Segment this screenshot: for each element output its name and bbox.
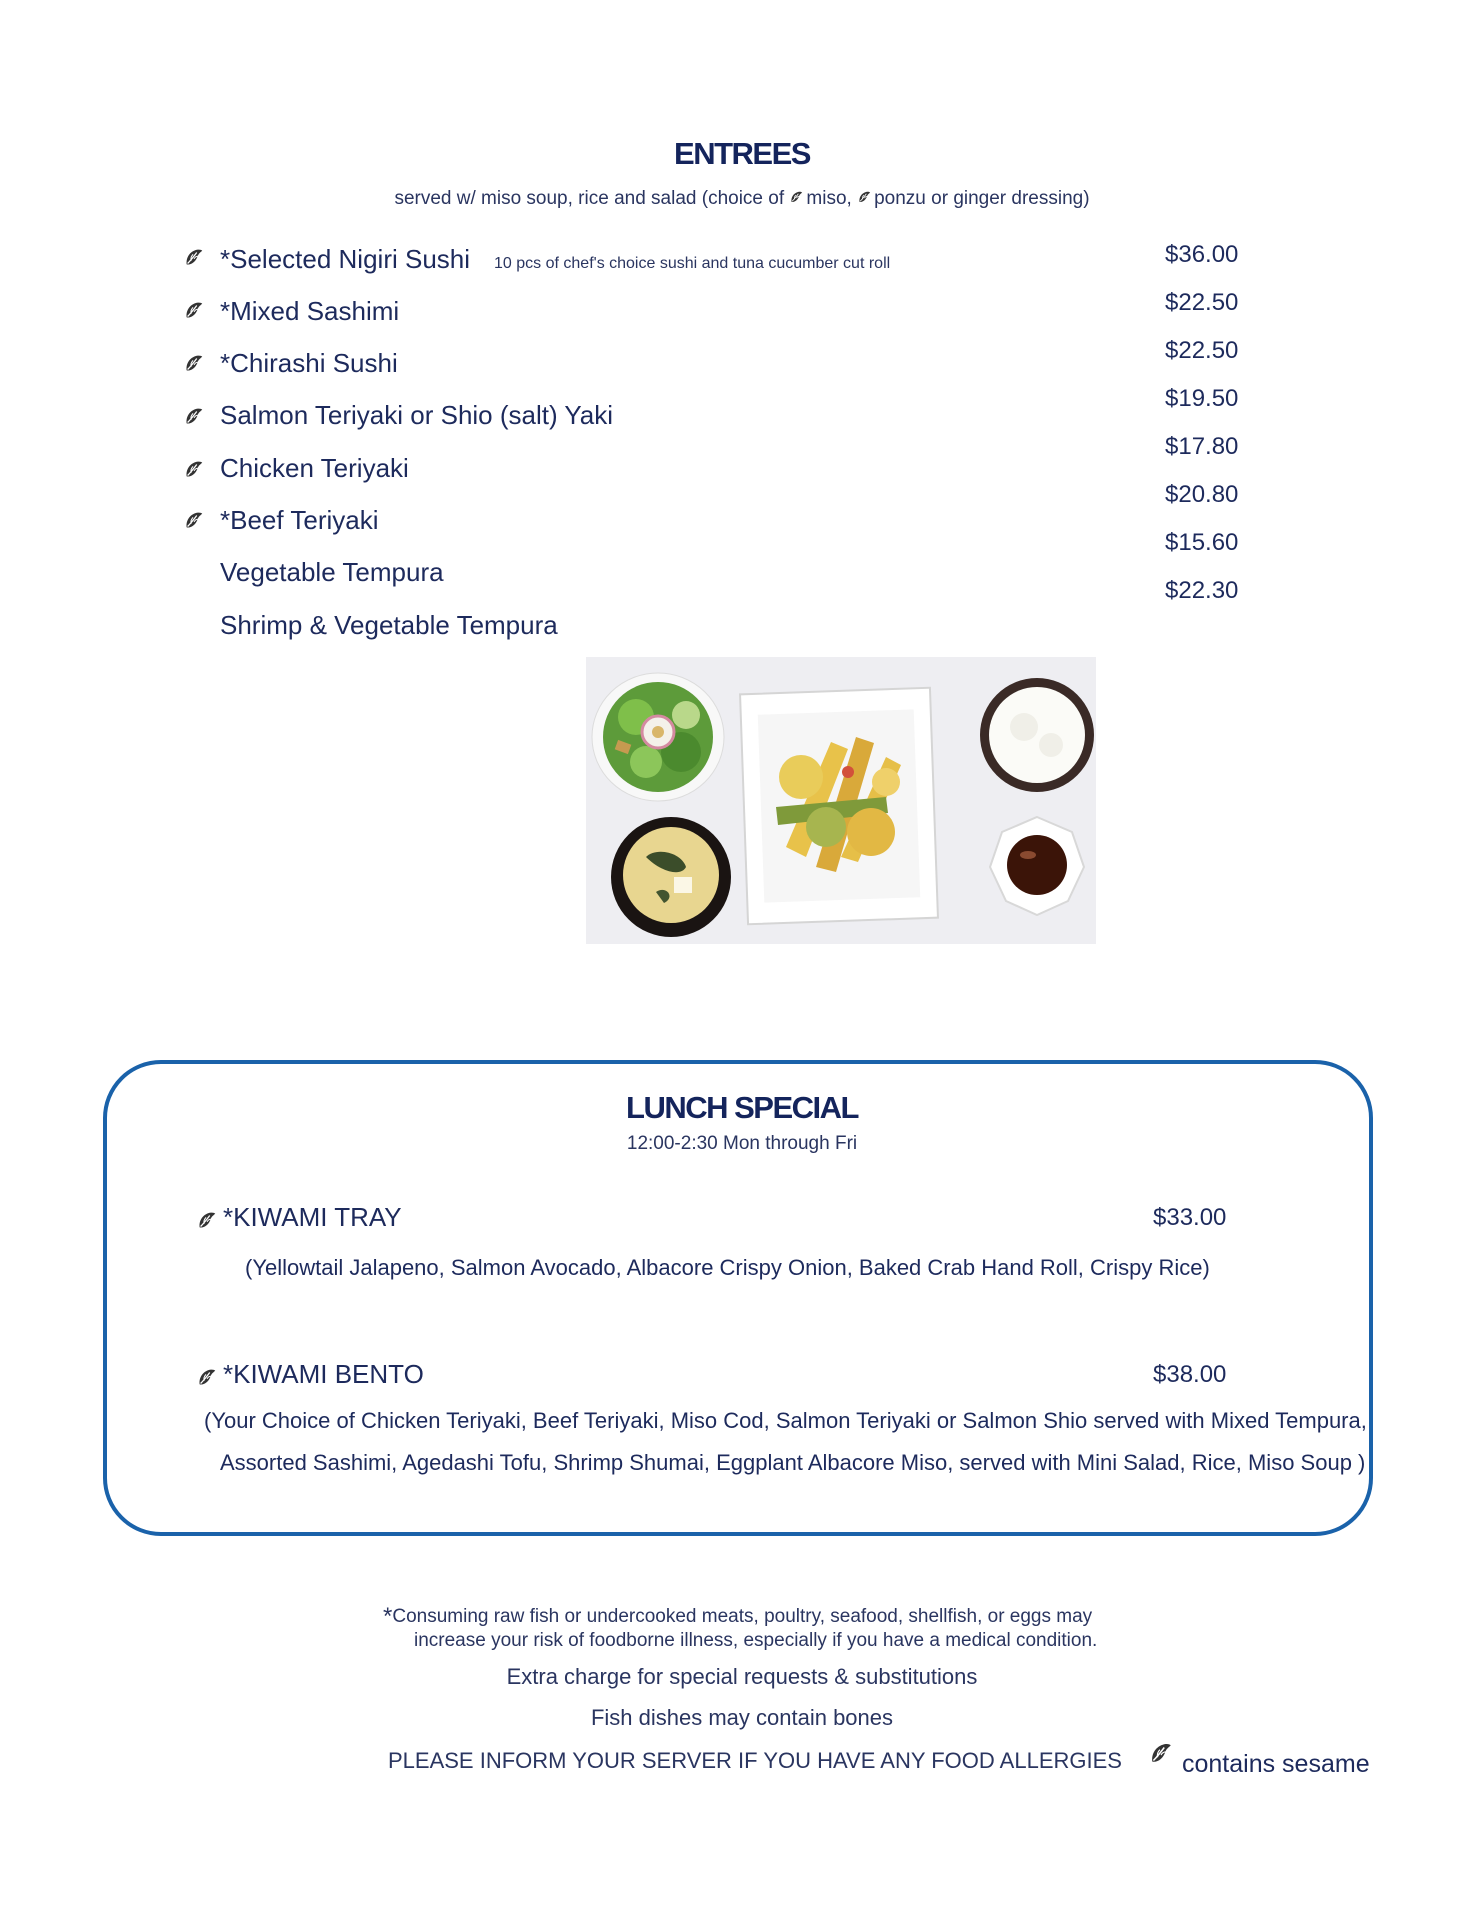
entree-item-beef: *Beef Teriyaki [220,505,379,535]
extra-charge-note: Extra charge for special requests & substitutions [506,1664,978,1689]
raw-fish-warning-line2: increase your risk of foodborne illness, especially if you have a medical condition. [414,1630,1098,1651]
entree-price: $17.80 [1165,433,1239,460]
entree-price: $19.50 [1165,385,1239,412]
entree-price: $36.00 [1165,241,1239,268]
rice-bowl-icon [980,678,1094,792]
entree-price: $22.30 [1165,577,1239,604]
kiwami-tray-name: *KIWAMI TRAY [223,1202,402,1232]
entrees-title: ENTREES [674,136,810,171]
kiwami-tray-desc: (Yellowtail Jalapeno, Salmon Avocado, Albacore Crispy Onion, Baked Crab Hand Roll, Crispy Rice) [245,1255,1210,1280]
allergy-notice: PLEASE INFORM YOUR SERVER IF YOU HAVE ANY FOOD ALLERGIES [388,1748,1122,1773]
kiwami-bento-name: *KIWAMI BENTO [223,1359,424,1389]
subtitle-miso: miso, [806,188,852,209]
raw-fish-warning-line1: *Consuming raw fish or undercooked meats, poultry, seafood, shellfish, or eggs may [383,1603,1093,1630]
sesame-icon [183,353,205,375]
sesame-icon [196,1367,218,1389]
bones-note: Fish dishes may contain bones [590,1705,894,1730]
subtitle-ponzu: ponzu or ginger dressing) [874,188,1090,209]
sesame-icon [183,510,205,532]
entree-item-desc: 10 pcs of chef's choice sushi and tuna cucumber cut roll [494,255,891,272]
sesame-icon [183,300,205,322]
entree-item-chirashi: *Chirashi Sushi [220,348,398,378]
sesame-icon [1148,1741,1174,1767]
salad-bowl-icon [592,673,724,801]
entree-price: $15.60 [1165,529,1239,556]
kiwami-tray-price: $33.00 [1153,1204,1227,1231]
entree-item-mixed-sashimi: *Mixed Sashimi [220,296,400,326]
kiwami-bento-desc-line1: (Your Choice of Chicken Teriyaki, Beef Teriyaki, Miso Cod, Salmon Teriyaki or Salmon Shio served with Mixed Tempura, [204,1408,1367,1433]
sesame-icon [183,406,205,428]
entree-item-salmon: Salmon Teriyaki or Shio (salt) Yaki [220,400,614,430]
entree-item-chicken: Chicken Teriyaki [220,453,409,483]
sesame-icon [789,190,804,205]
tempura-plate-icon [740,688,938,924]
entree-item-nigiri [220,244,890,275]
lunch-special-hours: 12:00-2:30 Mon through Fri [626,1133,858,1154]
sesame-icon [196,1210,218,1232]
sesame-icon [183,247,205,269]
entree-item-name: *Selected Nigiri Sushi [220,244,471,274]
lunch-special-title: LUNCH SPECIAL [626,1090,858,1125]
kiwami-bento-price: $38.00 [1153,1361,1227,1388]
miso-soup-bowl-icon [611,817,731,937]
entree-price: $22.50 [1165,337,1239,364]
sesame-legend: contains sesame [1182,1750,1370,1778]
food-photo [586,657,1096,944]
entree-price: $20.80 [1165,481,1239,508]
entrees-subtitle [0,188,1484,210]
sesame-icon [857,190,872,205]
sesame-icon [183,459,205,481]
kiwami-bento-desc-line2: Assorted Sashimi, Agedashi Tofu, Shrimp Shumai, Eggplant Albacore Miso, served with Mini Salad, Rice, Miso Soup ) [220,1450,1366,1475]
entree-item-shrimp-tempura: Shrimp & Vegetable Tempura [220,610,558,640]
entree-price: $22.50 [1165,289,1239,316]
subtitle-prefix: served w/ miso soup, rice and salad (choice of [394,188,790,209]
entree-item-veg-tempura: Vegetable Tempura [220,557,444,587]
